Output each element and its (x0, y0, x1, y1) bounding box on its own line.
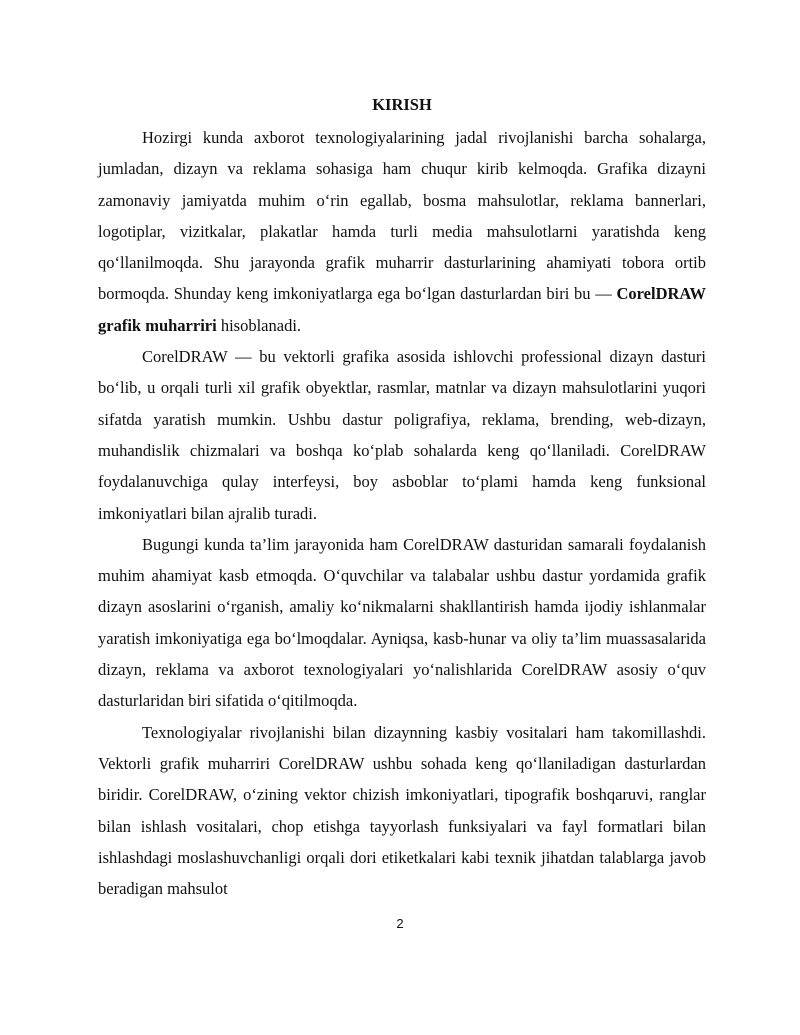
page-title: KIRISH (372, 95, 432, 114)
paragraph-4: Texnologiyalar rivojlanishi bilan dizaynning kasbiy vositalari ham takomillashdi. Vektorli grafik muharriri CorelDRAW ushbu sohada keng qo‘llaniladigan dasturlardan biridir. CorelDRAW, o‘zining vektor chizish imkoniyatlari, tipografik boshqaruvi, ranglar bilan ishlash vositalari, chop etishga tayyorlash funksiyalari va fayl formatlari bilan ishlashdagi moslashuvchanligi orqali dori etiketkalari kabi texnik jihatdan talablarga javob beradigan mahsulot (98, 722, 706, 899)
paragraph-1 (98, 122, 706, 341)
paragraph-1-bold-term: CorelDRAW grafik muharriri (98, 284, 706, 335)
paragraph-3: Bugungi kunda ta’lim jarayonida ham CorelDRAW dasturidan samarali foydalanish muhim ahamiyat kasb etmoqda. O‘quvchilar va talabalar ushbu dastur yordamida grafik dizayn asoslarini o‘rganish, amaliy ko‘nikmalarni shakllantirish hamda ijodiy ishlanmalar yaratish imkoniyatiga ega bo‘lmoqdalar. Ayniqsa, kasb-hunar va oliy ta’lim muassasalarida dizayn, reklama va axborot texnologiyalari yo‘nalishlarida CorelDRAW asosiy o‘quv dasturlaridan biri sifatida o‘qitilmoqda. (98, 534, 706, 711)
page-number: 2 (396, 916, 404, 931)
paragraph-1-text-start: Hozirgi kunda axborot texnologiyalarining jadal rivojlanishi barcha sohalarga, jumladan, dizayn va reklama sohasiga ham chuqur kirib kelmoqda. Grafika dizayni zamonaviy jamiyatda muhim o‘rin egallab, bosma mahsulotlar, reklama bannerlari, logotiplar, vizitkalar, plakatlar hamda turli media mahsulotlarni yaratishda keng qo‘llanilmoqda. Shu jarayonda grafik muharrir dasturlarining ahamiyati tobora ortib bormoqda. Shunday keng imkoniyatlarga ega bo‘lgan dasturlardan biri bu — (98, 128, 706, 304)
document-page (98, 92, 706, 904)
paragraph-2: CorelDRAW — bu vektorli grafika asosida ishlovchi professional dizayn dasturi bo‘lib, u orqali turli xil grafik obyektlar, rasmlar, matnlar va dizayn mahsulotlarini yuqori sifatda yaratish mumkin. Ushbu dastur poligrafiya, reklama, brending, web-dizayn, muhandislik chizmalari va boshqa ko‘plab sohalarda keng qo‘llaniladi. CorelDRAW foydalanuvchiga qulay interfeysi, boy asboblar to‘plami hamda keng funksional imkoniyatlari bilan ajralib turadi. (98, 347, 706, 523)
paragraph-1-text-end: hisoblanadi. (216, 315, 302, 335)
